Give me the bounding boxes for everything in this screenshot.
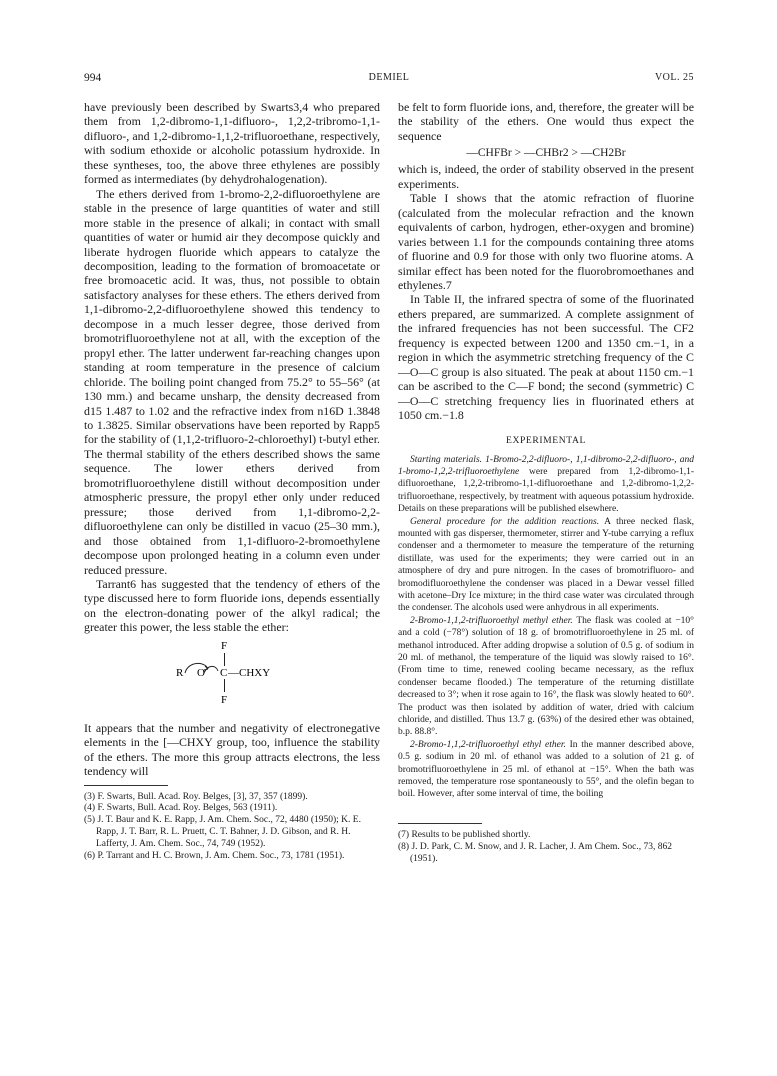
formula-chxy-group: —CHXY <box>228 666 271 679</box>
footnote-5: (5) J. T. Baur and K. E. Rapp, J. Am. Chem. Soc., 72, 4480 (1950); K. E. Rapp, J. T. Barr, R. L. Pruett, C. T. Bahner, J. D. Gibson, and R. H. Lafferty, J. Am. Chem. Soc., 74, 749 (1952). <box>84 815 361 850</box>
left-footnotes <box>84 792 380 863</box>
volume-label: VOL. 25 <box>654 72 694 83</box>
right-paragraph-2: which is, indeed, the order of stability observed in the present experiments. <box>398 162 694 191</box>
starting-materials-text: were prepared from 1,2-dibromo-1,1-difluoroethane, 1,2,2-tribromo-1,1-difluoroethane and 1,2-dibromo-1,2,2-trifluoroethane, respectively, by treatment with aqueous potassium hydroxide. Details on these preparations will be published elsewhere. <box>398 466 694 515</box>
experimental-text <box>398 454 694 801</box>
stability-sequence: —CHFBr > —CHBr2 > —CH2Br <box>466 147 626 160</box>
formula-oxygen: O <box>197 666 205 679</box>
footnote-7: (7) Results to be published shortly. <box>398 829 531 840</box>
formula-r-group: R <box>176 666 184 679</box>
right-paragraph-3: Table I shows that the atomic refraction of fluorine (calculated from the molecular refraction and the known equivalents of carbon, hydrogen, ether-oxygen and bromine) varies between 1.1 for the compounds containing three atoms of fluorine and 0.9 for those with only two fluorine atoms. A similar effect has been noted for the fluorobromoethanes and ethylenes.7 <box>398 191 694 292</box>
running-header <box>84 72 694 88</box>
left-paragraph-2: The ethers derived from 1-bromo-2,2-difluoroethylene are stable in the presence of large quantities of water and still more stable in the presence of alkali; in contact with small quantities of water or humid air they decompose quickly and liberate hydrogen fluoride which appears to catalyze the decomposition, leading to the formation of bromoacetate or free bromoacetic acid. It was, thus, not possible to obtain satisfactory analyses for these ethers. The ethers derived from 1,1-dibromo-2,2-difluoroethylene showed this tendency to decompose in a much lesser degree, those derived from bromotrifluoroethylene not at all, with the exception of the propyl ether. The latter underwent far-reaching changes upon standing at room temperature in the presence of calcium chloride. The boiling point changed from 75.2° to 55–56° (at 130 mm.) and became unsharp, the density decreased from d15 1.487 to 1.02 and the refractive index from n16D 1.3848 to 1.3825. Similar observations have been reported by Rapp5 for the stability of (1,1,2-trifluoro-2-chloroethyl) t-butyl ether. The thermal stability of the ethers described shows the same sequence. The lower ethers derived from bromotrifluoroethylene distill without decomposition under atmospheric pressure, the propyl ether only under reduced pressure; those derived from 1,1-dibromo-2,2-difluoroethylene can only be distilled in vacuo (25–30 mm.), and those obtained from 1,1-difluoro-2-bromoethylene decompose upon prolonged heating in a column even under reduced pressure. <box>84 186 380 577</box>
right-footnotes <box>398 830 694 866</box>
formula-top-fluorine: F <box>221 639 228 652</box>
left-paragraph-1: have previously been described by Swarts3,4 who prepared them from 1,2-dibromo-1,1-difluoro-, 1,2,2-tribromo-1,1-difluoro-, and 1,2-dibromo-1,1,2-trifluoroethane, respectively, with sodium ethoxide or alcoholic potassium hydroxide. In these syntheses, too, the above three ethylenes are possibly formed as intermediates (by dehydrohalogenation). <box>84 100 380 187</box>
formula-carbon: C <box>220 666 228 679</box>
left-column <box>84 100 380 863</box>
methyl-ether-heading: 2-Bromo-1,1,2-trifluoroethyl methyl ether. <box>410 615 573 626</box>
right-paragraph-4: In Table II, the infrared spectra of some of the fluorinated ethers prepared, are summarized. A complete assignment of the infrared frequencies has not been successful. The CF2 frequency is expected between 1200 and 1350 cm.−1, in a region in which the asymmetric stretching frequency of the C—O—C group is also situated. The peak at about 1150 cm.−1 can be ascribed to the C—F bond; the second (symmetric) C—O—C stretching frequency lies in fluorinated ethers at 1050 cm.−1.8 <box>398 292 694 423</box>
ether-structure-svg <box>84 635 380 721</box>
footnote-rule <box>84 785 168 786</box>
general-procedure-heading: General procedure for the addition reactions. <box>410 516 600 527</box>
general-procedure-text: A three necked flask, mounted with gas disperser, thermometer, stirrer and Y-tube carrying a reflux condenser and a thermometer to measure the temperature of the returning distillate, was used for the experiments; they were carried out in an atmosphere of dry and pure nitrogen. In the cases of bromotrifluoro- and bromodifluoroethylene the condenser was placed in a Dewar vessel filled with acetone–Dry Ice mixture; in the third case water was circulated through the condenser. The alcohols used were anhydrous in all experiments. <box>398 516 694 614</box>
footnote-3: (3) F. Swarts, Bull. Acad. Roy. Belges, [3], 37, 357 (1899). <box>84 791 308 802</box>
left-paragraph-4: It appears that the number and negativity of electronegative elements in the [—CHXY group, too, influence the stability of the ethers. The more this group attracts electrons, the less tendency will <box>84 720 380 779</box>
starting-materials-heading: Starting materials. 1-Bromo-2,2-difluoro-, 1,1-dibromo-2,2-difluoro-, and 1-bromo-1,2,2-trifluoroethylene <box>398 454 694 477</box>
page-number: 994 <box>84 72 102 84</box>
methyl-ether-text: The flask was cooled at −10° and a cold (−78°) solution of 18 g. of bromotrifluoroethylene in 25 ml. of methanol introduced. After adding dropwise a solution of 0.5 g. of sodium in 20 ml. of methanol, the temperature of the liquid was slowly raised to 16°. (From time to time, renewed cooling became necessary, as the reflux condenser became flooded.) The temperature of the returning distillate decreased to 3°; when it rose again to 16°, the flask was slowly heated to 60°. The product was then isolated by addition of water, dried with calcium chloride, and distilled. Thus 13.7 g. (63%) of the desired ether was obtained, b.p. 88.8°. <box>398 615 694 738</box>
footnote-rule-right <box>398 823 482 824</box>
ether-structure-formula <box>84 635 380 721</box>
running-author: DEMIEL <box>368 72 410 83</box>
footnote-8: (8) J. D. Park, C. M. Snow, and J. R. Lacher, J. Am Chem. Soc., 73, 862 (1951). <box>398 841 672 864</box>
experimental-paragraph-4 <box>398 739 694 801</box>
right-paragraph-1: be felt to form fluoride ions, and, therefore, the greater will be the stability of the ethers. One would thus expect the sequence <box>398 100 694 143</box>
right-column <box>398 100 694 866</box>
section-heading-experimental: EXPERIMENTAL <box>506 434 586 446</box>
ethyl-ether-heading: 2-Bromo-1,1,2-trifluoroethyl ethyl ether. <box>410 739 566 750</box>
experimental-paragraph-2 <box>398 516 694 615</box>
left-paragraph-3: Tarrant6 has suggested that the tendency of ethers of the type discussed here to form fluoride ions, depends essentially on the electron-donating power of the alkyl radical; the greater this power, the less stable the ether: <box>84 576 380 635</box>
footnote-4: (4) F. Swarts, Bull. Acad. Roy. Belges, 563 (1911). <box>84 803 278 814</box>
ethyl-ether-text: In the manner described above, 0.5 g. sodium in 20 ml. of ethanol was added to a solution of 21 g. of bromotrifluoroethylene in 25 ml. of ethanol at −15°. When the bath was removed, the temperature rose spontaneously to 55°, and the olefin began to boil. However, after some interval of time, the boiling <box>398 739 694 800</box>
formula-bottom-fluorine: F <box>221 693 228 706</box>
experimental-paragraph-3 <box>398 615 694 739</box>
footnote-6: (6) P. Tarrant and H. C. Brown, J. Am. Chem. Soc., 73, 1781 (1951). <box>84 851 345 862</box>
experimental-paragraph-1 <box>398 454 694 516</box>
